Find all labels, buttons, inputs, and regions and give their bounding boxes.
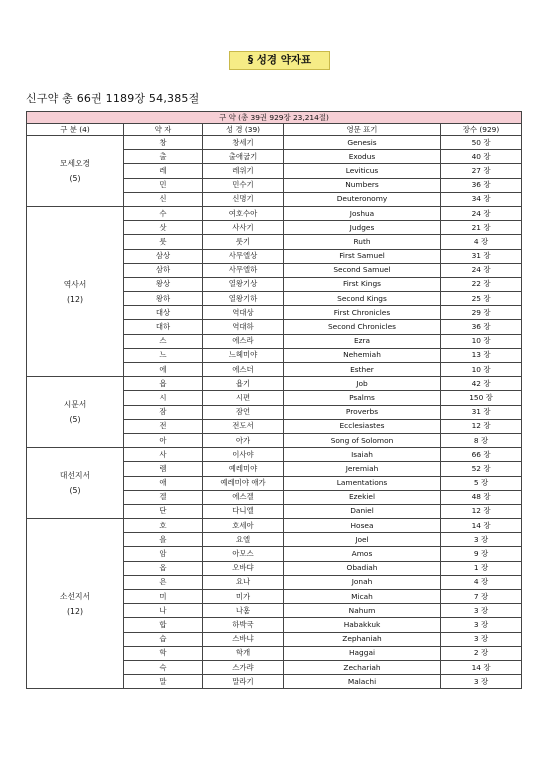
header-abbr: 약 자	[124, 124, 203, 136]
english-cell: Hosea	[284, 519, 441, 533]
abbr-cell: 습	[124, 632, 203, 646]
book-cell: 하박국	[203, 618, 284, 632]
group-cell	[27, 448, 124, 519]
chapters-cell: 52 장	[441, 462, 522, 476]
abbr-cell: 잠	[124, 405, 203, 419]
abbr-cell: 삿	[124, 221, 203, 235]
book-cell: 요엘	[203, 533, 284, 547]
chapters-cell: 13 장	[441, 348, 522, 362]
english-cell: Jonah	[284, 575, 441, 589]
chapters-cell: 66 장	[441, 448, 522, 462]
book-cell: 오바댜	[203, 561, 284, 575]
chapters-cell: 7 장	[441, 590, 522, 604]
abbr-cell: 대상	[124, 306, 203, 320]
chapters-cell: 3 장	[441, 604, 522, 618]
abbr-cell: 미	[124, 590, 203, 604]
chapters-cell: 24 장	[441, 206, 522, 220]
book-cell: 사무엘하	[203, 263, 284, 277]
english-cell: Ecclesiastes	[284, 419, 441, 433]
abbr-cell: 애	[124, 476, 203, 490]
abbr-cell: 전	[124, 419, 203, 433]
book-cell: 요나	[203, 575, 284, 589]
english-cell: First Samuel	[284, 249, 441, 263]
book-cell: 여호수아	[203, 206, 284, 220]
book-cell: 예레미야	[203, 462, 284, 476]
english-cell: Esther	[284, 363, 441, 377]
english-cell: Judges	[284, 221, 441, 235]
abbr-cell: 출	[124, 150, 203, 164]
book-cell: 아모스	[203, 547, 284, 561]
abbr-cell: 대하	[124, 320, 203, 334]
group-count: (12)	[66, 294, 83, 304]
chapters-cell: 24 장	[441, 263, 522, 277]
english-cell: Jeremiah	[284, 462, 441, 476]
abbr-cell: 욥	[124, 377, 203, 391]
chapters-cell: 2 장	[441, 646, 522, 660]
english-cell: Lamentations	[284, 476, 441, 490]
group-count: (12)	[66, 606, 83, 616]
abbr-cell: 왕상	[124, 277, 203, 291]
abbr-cell: 민	[124, 178, 203, 192]
chapters-cell: 40 장	[441, 150, 522, 164]
book-cell: 에스라	[203, 334, 284, 348]
chapters-cell: 36 장	[441, 178, 522, 192]
book-cell: 욥기	[203, 377, 284, 391]
chapters-cell: 21 장	[441, 221, 522, 235]
abbr-cell: 창	[124, 136, 203, 150]
book-cell: 미가	[203, 590, 284, 604]
summary-line: 신구약 총 66권 1189장 54,385절	[26, 92, 200, 105]
book-cell: 예레미야 애가	[203, 476, 284, 490]
group-name: 역사서	[63, 279, 87, 289]
abbr-cell: 수	[124, 206, 203, 220]
chapters-cell: 3 장	[441, 533, 522, 547]
abbr-cell: 암	[124, 547, 203, 561]
abbr-cell: 룻	[124, 235, 203, 249]
book-cell: 스가랴	[203, 660, 284, 674]
chapters-cell: 42 장	[441, 377, 522, 391]
english-cell: Job	[284, 377, 441, 391]
header-chapters: 장수 (929)	[441, 124, 522, 136]
book-cell: 호세아	[203, 519, 284, 533]
english-cell: Leviticus	[284, 164, 441, 178]
group-cell	[27, 519, 124, 689]
abbr-cell: 삼하	[124, 263, 203, 277]
abbr-cell: 합	[124, 618, 203, 632]
abbr-cell: 욜	[124, 533, 203, 547]
chapters-cell: 31 장	[441, 249, 522, 263]
english-cell: Zechariah	[284, 660, 441, 674]
english-cell: Second Kings	[284, 292, 441, 306]
book-cell: 출애굽기	[203, 150, 284, 164]
table-banner: 구 약 (총 39권 929장 23,214절)	[27, 112, 522, 124]
english-cell: Genesis	[284, 136, 441, 150]
chapters-cell: 9 장	[441, 547, 522, 561]
chapters-cell: 3 장	[441, 632, 522, 646]
english-cell: Amos	[284, 547, 441, 561]
chapters-cell: 4 장	[441, 575, 522, 589]
bible-abbreviation-table	[26, 111, 522, 689]
chapters-cell: 48 장	[441, 490, 522, 504]
chapters-cell: 27 장	[441, 164, 522, 178]
header-english: 영문 표기	[284, 124, 441, 136]
english-cell: Haggai	[284, 646, 441, 660]
english-cell: Deuteronomy	[284, 192, 441, 206]
group-count: (5)	[69, 486, 81, 496]
group-name: 모세오경	[59, 158, 91, 168]
english-cell: Exodus	[284, 150, 441, 164]
abbr-cell: 단	[124, 504, 203, 518]
book-cell: 에스더	[203, 363, 284, 377]
english-cell: Daniel	[284, 504, 441, 518]
book-cell: 신명기	[203, 192, 284, 206]
book-cell: 시편	[203, 391, 284, 405]
english-cell: Ezra	[284, 334, 441, 348]
table-row	[27, 448, 522, 462]
group-cell	[27, 206, 124, 376]
chapters-cell: 10 장	[441, 363, 522, 377]
abbr-cell: 사	[124, 448, 203, 462]
book-cell: 아가	[203, 433, 284, 447]
group-name: 대선지서	[59, 471, 91, 481]
english-cell: Nahum	[284, 604, 441, 618]
book-cell: 레위기	[203, 164, 284, 178]
chapters-cell: 14 장	[441, 519, 522, 533]
table-banner-row	[27, 112, 522, 124]
chapters-cell: 25 장	[441, 292, 522, 306]
english-cell: Zephaniah	[284, 632, 441, 646]
table-row	[27, 136, 522, 150]
book-cell: 사사기	[203, 221, 284, 235]
english-cell: Malachi	[284, 675, 441, 689]
chapters-cell: 22 장	[441, 277, 522, 291]
chapters-cell: 10 장	[441, 334, 522, 348]
book-cell: 잠언	[203, 405, 284, 419]
book-cell: 열왕기상	[203, 277, 284, 291]
chapters-cell: 8 장	[441, 433, 522, 447]
chapters-cell: 1 장	[441, 561, 522, 575]
english-cell: Micah	[284, 590, 441, 604]
abbr-cell: 왕하	[124, 292, 203, 306]
english-cell: Second Chronicles	[284, 320, 441, 334]
book-cell: 학개	[203, 646, 284, 660]
chapters-cell: 4 장	[441, 235, 522, 249]
english-cell: Proverbs	[284, 405, 441, 419]
chapters-cell: 150 장	[441, 391, 522, 405]
book-cell: 말라기	[203, 675, 284, 689]
english-cell: Isaiah	[284, 448, 441, 462]
english-cell: Song of Solomon	[284, 433, 441, 447]
abbr-cell: 나	[124, 604, 203, 618]
english-cell: Joel	[284, 533, 441, 547]
english-cell: Joshua	[284, 206, 441, 220]
chapters-cell: 34 장	[441, 192, 522, 206]
chapters-cell: 5 장	[441, 476, 522, 490]
book-cell: 사무엘상	[203, 249, 284, 263]
abbr-cell: 욘	[124, 575, 203, 589]
chapters-cell: 12 장	[441, 419, 522, 433]
group-name: 시문서	[63, 400, 87, 410]
abbr-cell: 말	[124, 675, 203, 689]
book-cell: 이사야	[203, 448, 284, 462]
book-cell: 역대상	[203, 306, 284, 320]
abbr-cell: 신	[124, 192, 203, 206]
book-cell: 나훔	[203, 604, 284, 618]
chapters-cell: 31 장	[441, 405, 522, 419]
book-cell: 다니엘	[203, 504, 284, 518]
chapters-cell: 14 장	[441, 660, 522, 674]
abbr-cell: 스	[124, 334, 203, 348]
chapters-cell: 3 장	[441, 675, 522, 689]
english-cell: Ruth	[284, 235, 441, 249]
english-cell: Obadiah	[284, 561, 441, 575]
book-cell: 역대하	[203, 320, 284, 334]
abbr-cell: 느	[124, 348, 203, 362]
page-title: § 성경 약자표	[229, 51, 330, 70]
abbr-cell: 시	[124, 391, 203, 405]
english-cell: Psalms	[284, 391, 441, 405]
table-row	[27, 206, 522, 220]
header-category: 구 분 (4)	[27, 124, 124, 136]
abbr-cell: 삼상	[124, 249, 203, 263]
book-cell: 창세기	[203, 136, 284, 150]
english-cell: First Chronicles	[284, 306, 441, 320]
abbr-cell: 아	[124, 433, 203, 447]
abbr-cell: 겔	[124, 490, 203, 504]
abbr-cell: 학	[124, 646, 203, 660]
abbr-cell: 렘	[124, 462, 203, 476]
english-cell: Second Samuel	[284, 263, 441, 277]
book-cell: 에스겔	[203, 490, 284, 504]
chapters-cell: 12 장	[441, 504, 522, 518]
table-row	[27, 519, 522, 533]
group-count: (5)	[69, 415, 81, 425]
abbr-cell: 에	[124, 363, 203, 377]
book-cell: 룻기	[203, 235, 284, 249]
chapters-cell: 3 장	[441, 618, 522, 632]
group-count: (5)	[69, 173, 81, 183]
book-cell: 스바냐	[203, 632, 284, 646]
table-header-row	[27, 124, 522, 136]
english-cell: First Kings	[284, 277, 441, 291]
group-cell	[27, 136, 124, 207]
book-cell: 느헤미야	[203, 348, 284, 362]
abbr-cell: 옵	[124, 561, 203, 575]
abbr-cell: 호	[124, 519, 203, 533]
english-cell: Nehemiah	[284, 348, 441, 362]
abbr-cell: 슥	[124, 660, 203, 674]
chapters-cell: 36 장	[441, 320, 522, 334]
group-cell	[27, 377, 124, 448]
group-name: 소선지서	[59, 591, 91, 601]
header-book: 성 경 (39)	[203, 124, 284, 136]
english-cell: Habakkuk	[284, 618, 441, 632]
chapters-cell: 29 장	[441, 306, 522, 320]
table-row	[27, 377, 522, 391]
book-cell: 민수기	[203, 178, 284, 192]
book-cell: 전도서	[203, 419, 284, 433]
abbr-cell: 레	[124, 164, 203, 178]
english-cell: Ezekiel	[284, 490, 441, 504]
chapters-cell: 50 장	[441, 136, 522, 150]
english-cell: Numbers	[284, 178, 441, 192]
book-cell: 열왕기하	[203, 292, 284, 306]
